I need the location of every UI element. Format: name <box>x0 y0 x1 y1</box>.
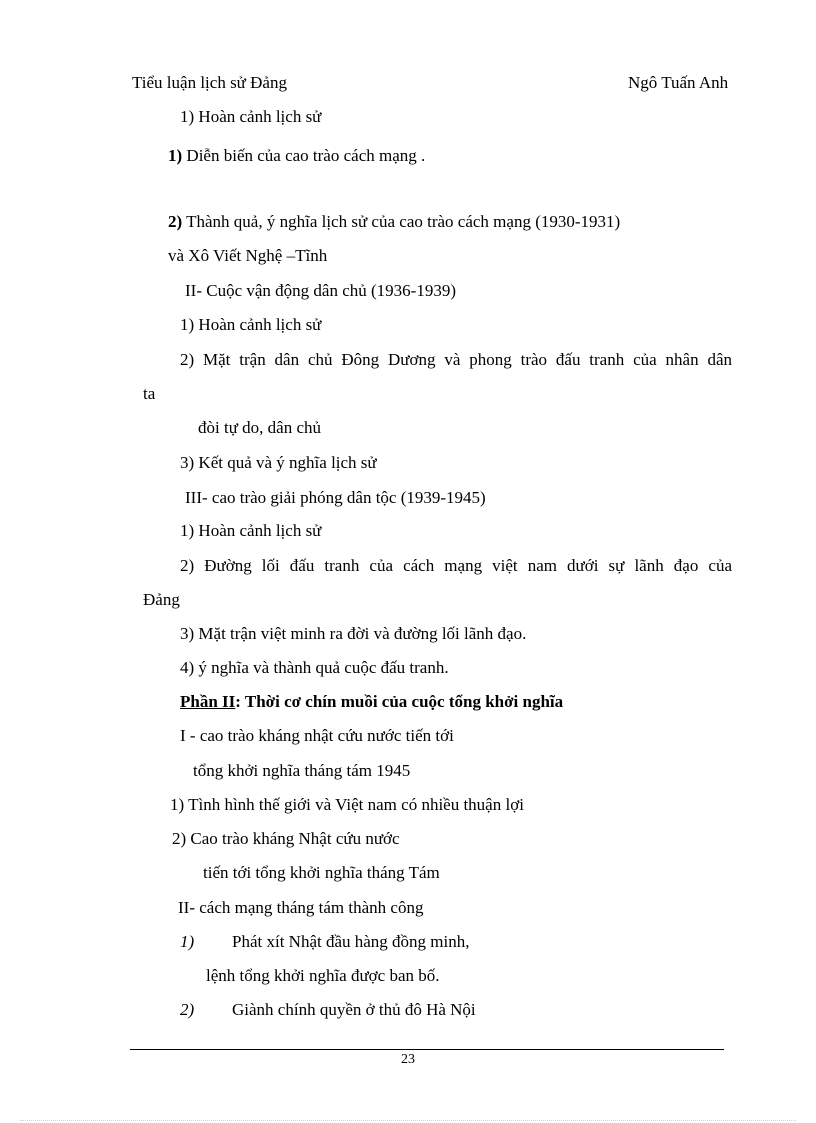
outline-item: 3) Kết quả và ý nghĩa lịch sử <box>180 453 377 472</box>
outline-item: 2) Cao trào kháng Nhật cứu nước <box>172 829 400 848</box>
outline-item-continuation: và Xô Viết Nghệ –Tĩnh <box>168 246 328 265</box>
outline-item: 4) ý nghĩa và thành quả cuộc đấu tranh. <box>180 658 449 677</box>
section-heading: II- cách mạng tháng tám thành công <box>178 898 424 917</box>
outline-item <box>180 931 470 953</box>
part-title: : Thời cơ chín muồi của cuộc tổng khởi nghĩa <box>235 692 564 711</box>
outline-item-continuation: lệnh tổng khởi nghĩa được ban bố. <box>206 966 440 985</box>
outline-item: 1) Hoàn cảnh lịch sử <box>180 107 322 126</box>
section-heading: I - cao trào kháng nhật cứu nước tiến tới <box>180 726 454 745</box>
footer-divider <box>130 1049 724 1050</box>
outline-item <box>168 145 425 167</box>
item-number: 1) <box>168 146 183 165</box>
item-text: Diễn biến của cao trào cách mạng . <box>182 146 426 165</box>
outline-item-continuation: ta <box>143 384 156 403</box>
item-text: Thành quả, ý nghĩa lịch sử của cao trào cách mạng (1930-1931) <box>182 212 621 231</box>
page-number: 23 <box>401 1052 415 1067</box>
section-heading: III- cao trào giải phóng dân tộc (1939-1945) <box>185 488 486 507</box>
section-heading: II- Cuộc vận động dân chủ (1936-1939) <box>185 281 456 300</box>
section-heading-continuation: tổng khởi nghĩa tháng tám 1945 <box>193 761 411 780</box>
outline-item: 1) Hoàn cảnh lịch sử <box>180 521 322 540</box>
outline-item: 3) Mặt trận việt minh ra đời và đường lối lãnh đạo. <box>180 624 527 643</box>
item-text: Phát xít Nhật đầu hàng đồng minh, <box>232 932 470 951</box>
outline-item: 2) Mặt trận dân chủ Đông Dương và phong trào đấu tranh của nhân dân <box>180 350 732 369</box>
item-number: 2) <box>168 212 183 231</box>
outline-item <box>180 999 476 1021</box>
outline-item <box>168 211 620 233</box>
part-label: Phần II <box>180 692 236 711</box>
item-number: 1) <box>180 932 195 951</box>
outline-item: 1) Hoàn cảnh lịch sử <box>180 315 322 334</box>
outline-item: 1) Tình hình thế giới và Việt nam có nhiều thuận lợi <box>170 795 524 814</box>
outline-item-continuation: đòi tự do, dân chủ <box>198 418 322 437</box>
page-bottom-edge <box>20 1120 796 1121</box>
item-text: Giành chính quyền ở thủ đô Hà Nội <box>232 1000 476 1019</box>
outline-item-continuation: Đảng <box>143 590 180 609</box>
header-author: Ngô Tuấn Anh <box>628 73 729 92</box>
outline-item-continuation: tiến tới tổng khởi nghĩa tháng Tám <box>203 863 440 882</box>
part-heading <box>180 691 563 713</box>
item-number: 2) <box>180 1000 195 1019</box>
outline-item: 2) Đường lối đấu tranh của cách mạng việt nam dưới sự lãnh đạo của <box>180 556 732 575</box>
header-title: Tiểu luận lịch sử Đảng <box>132 73 287 92</box>
